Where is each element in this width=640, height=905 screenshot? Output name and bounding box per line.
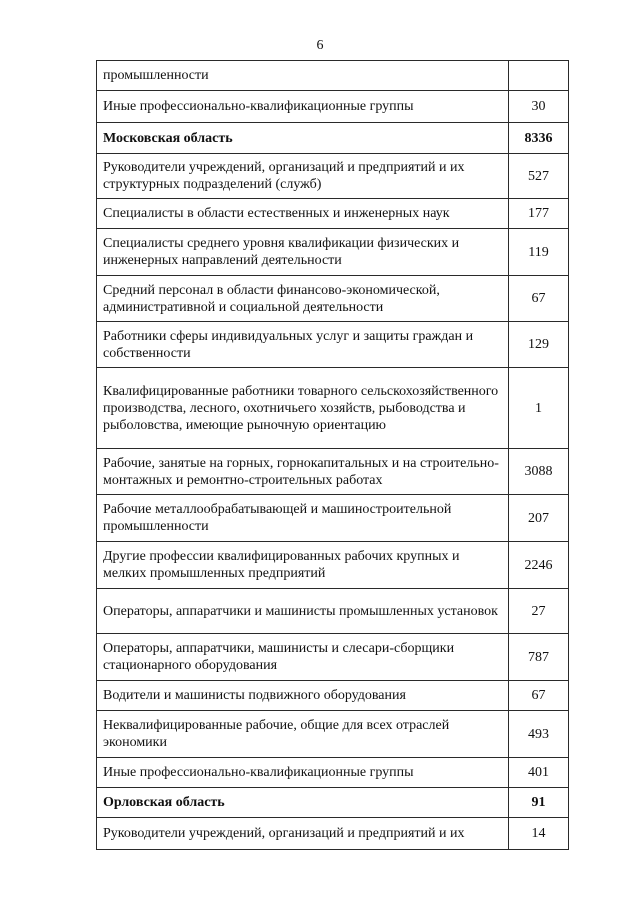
occupation-name: Иные профессионально-квалификационные группы <box>97 91 509 123</box>
table-row <box>97 322 569 368</box>
table-row <box>97 91 569 123</box>
occupation-count: 67 <box>509 681 569 711</box>
occupation-name: Иные профессионально-квалификационные группы <box>97 758 509 788</box>
occupation-count: 527 <box>509 154 569 199</box>
occupation-count: 119 <box>509 229 569 276</box>
occupation-name: Средний персонал в области финансово-экономической, административной и социальной деятельности <box>97 276 509 322</box>
region-total: 8336 <box>509 123 569 154</box>
table-row <box>97 542 569 589</box>
region-row <box>97 123 569 154</box>
occupation-count: 3088 <box>509 449 569 495</box>
table-row <box>97 368 569 449</box>
occupation-count: 493 <box>509 711 569 758</box>
occupation-name: Неквалифицированные рабочие, общие для всех отраслей экономики <box>97 711 509 758</box>
table-row <box>97 449 569 495</box>
region-name: Орловская область <box>97 788 509 818</box>
occupation-count: 787 <box>509 634 569 681</box>
occupation-name: Рабочие, занятые на горных, горнокапитальных и на строительно-монтажных и ремонтно-строительных работах <box>97 449 509 495</box>
region-name: Московская область <box>97 123 509 154</box>
occupation-count: 30 <box>509 91 569 123</box>
occupation-name: Другие профессии квалифицированных рабочих крупных и мелких промышленных предприятий <box>97 542 509 589</box>
table-row <box>97 681 569 711</box>
region-total: 91 <box>509 788 569 818</box>
occupation-count: 27 <box>509 589 569 634</box>
occupation-name: Квалифицированные работники товарного сельскохозяйственного производства, лесного, охотничьего хозяйств, рыбоводства и рыболовства, имеющие рыночную ориентацию <box>97 368 509 449</box>
occupation-table <box>96 60 569 850</box>
occupation-name: Работники сферы индивидуальных услуг и защиты граждан и собственности <box>97 322 509 368</box>
table-row <box>97 589 569 634</box>
occupation-name: Водители и машинисты подвижного оборудования <box>97 681 509 711</box>
occupation-name: Специалисты среднего уровня квалификации физических и инженерных направлений деятельности <box>97 229 509 276</box>
occupation-name: Рабочие металлообрабатывающей и машиностроительной промышленности <box>97 495 509 542</box>
table-row <box>97 61 569 91</box>
occupation-count: 177 <box>509 199 569 229</box>
region-row <box>97 788 569 818</box>
page-number: 6 <box>316 38 324 53</box>
occupation-name: Руководители учреждений, организаций и предприятий и их структурных подразделений (служб) <box>97 154 509 199</box>
occupation-count: 207 <box>509 495 569 542</box>
occupation-count: 2246 <box>509 542 569 589</box>
table-row <box>97 495 569 542</box>
occupation-count: 1 <box>509 368 569 449</box>
table-row <box>97 154 569 199</box>
occupation-name: Руководители учреждений, организаций и предприятий и их <box>97 818 509 850</box>
occupation-name: Операторы, аппаратчики, машинисты и слесари-сборщики стационарного оборудования <box>97 634 509 681</box>
table-row <box>97 276 569 322</box>
occupation-name: Специалисты в области естественных и инженерных наук <box>97 199 509 229</box>
table-row <box>97 758 569 788</box>
occupation-count <box>509 61 569 91</box>
table-row <box>97 199 569 229</box>
table-row <box>97 634 569 681</box>
table-row <box>97 818 569 850</box>
table-row <box>97 711 569 758</box>
occupation-count: 67 <box>509 276 569 322</box>
table-row <box>97 229 569 276</box>
occupation-count: 14 <box>509 818 569 850</box>
occupation-count: 129 <box>509 322 569 368</box>
occupation-name: промышленности <box>97 61 509 91</box>
occupation-name: Операторы, аппаратчики и машинисты промышленных установок <box>97 589 509 634</box>
occupation-count: 401 <box>509 758 569 788</box>
